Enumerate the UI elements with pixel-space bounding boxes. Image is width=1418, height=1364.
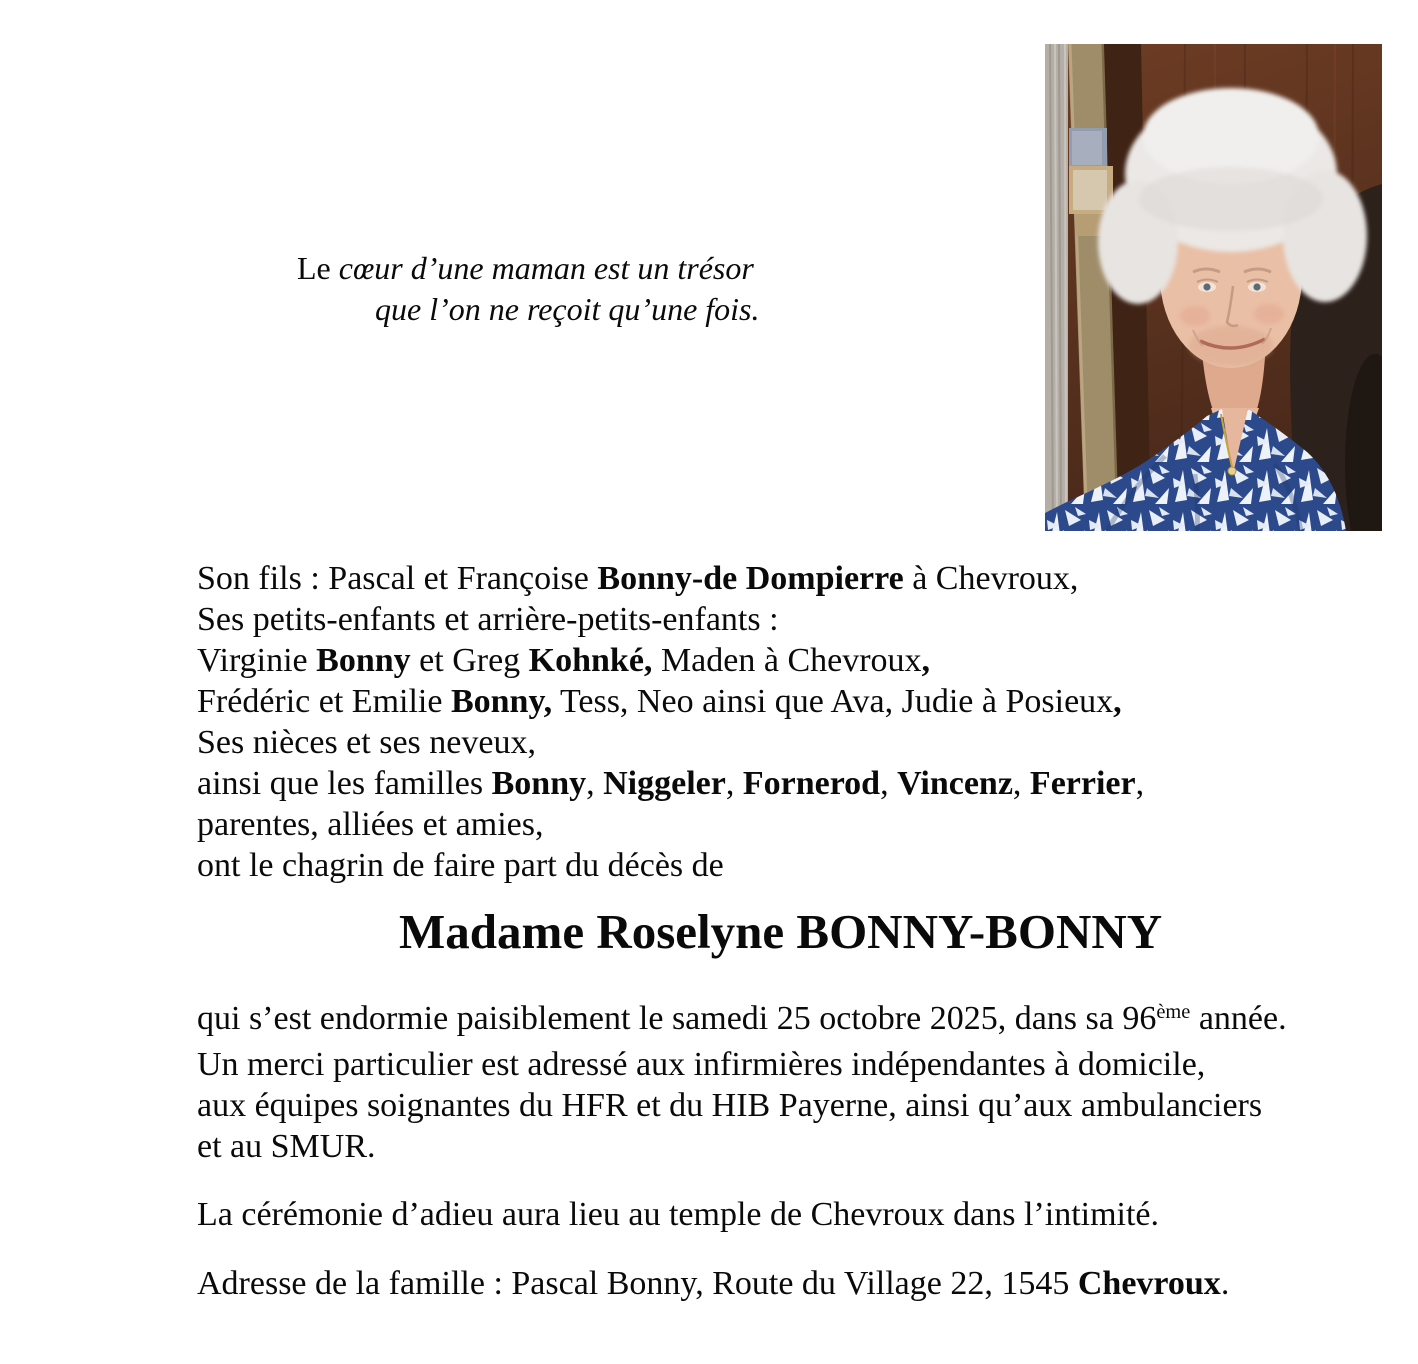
passing-line: et au SMUR. <box>197 1128 376 1165</box>
address-line: Adresse de la famille : Pascal Bonny, Route du Village 22, 1545 Chevroux. <box>197 1265 1230 1302</box>
portrait-photo-illustration <box>1045 44 1382 531</box>
family-line: parentes, alliées et amies, <box>197 806 544 843</box>
family-line: Son fils : Pascal et Françoise Bonny-de Dompierre à Chevroux, <box>197 560 1079 597</box>
ceremony-details <box>197 1194 1159 1235</box>
memorial-quote-line-2: que l’on ne reçoit qu’une fois. <box>375 291 760 327</box>
passing-line: qui s’est endormie paisiblement le samedi 25 octobre 2025, dans sa 96ème année. <box>197 1000 1287 1037</box>
family-line: Virginie Bonny et Greg Kohnké, Maden à Chevroux, <box>197 642 931 679</box>
family-line: Ses nièces et ses neveux, <box>197 724 536 761</box>
passing-line: aux équipes soignantes du HFR et du HIB Payerne, ainsi qu’aux ambulanciers <box>197 1087 1263 1124</box>
portrait-photo <box>1045 44 1382 531</box>
passing-line: Un merci particulier est adressé aux infirmières indépendantes à domicile, <box>197 1046 1206 1083</box>
ceremony-line: La cérémonie d’adieu aura lieu au temple de Chevroux dans l’intimité. <box>197 1196 1160 1233</box>
family-line: Ses petits-enfants et arrière-petits-enfants : <box>197 601 779 638</box>
family-address <box>197 1263 1229 1304</box>
family-announcement <box>197 558 1144 886</box>
memorial-quote-line-1: Le cœur d’une maman est un trésor <box>297 250 754 286</box>
family-line: ainsi que les familles Bonny, Niggeler, Fornerod, Vincenz, Ferrier, <box>197 765 1145 802</box>
deceased-name-title: Madame Roselyne BONNY-BONNY <box>399 904 1163 959</box>
family-line: Frédéric et Emilie Bonny, Tess, Neo ainsi que Ava, Judie à Posieux, <box>197 683 1122 720</box>
passing-details <box>197 998 1287 1167</box>
family-line: ont le chagrin de faire part du décès de <box>197 847 724 884</box>
memorial-quote <box>297 248 760 330</box>
